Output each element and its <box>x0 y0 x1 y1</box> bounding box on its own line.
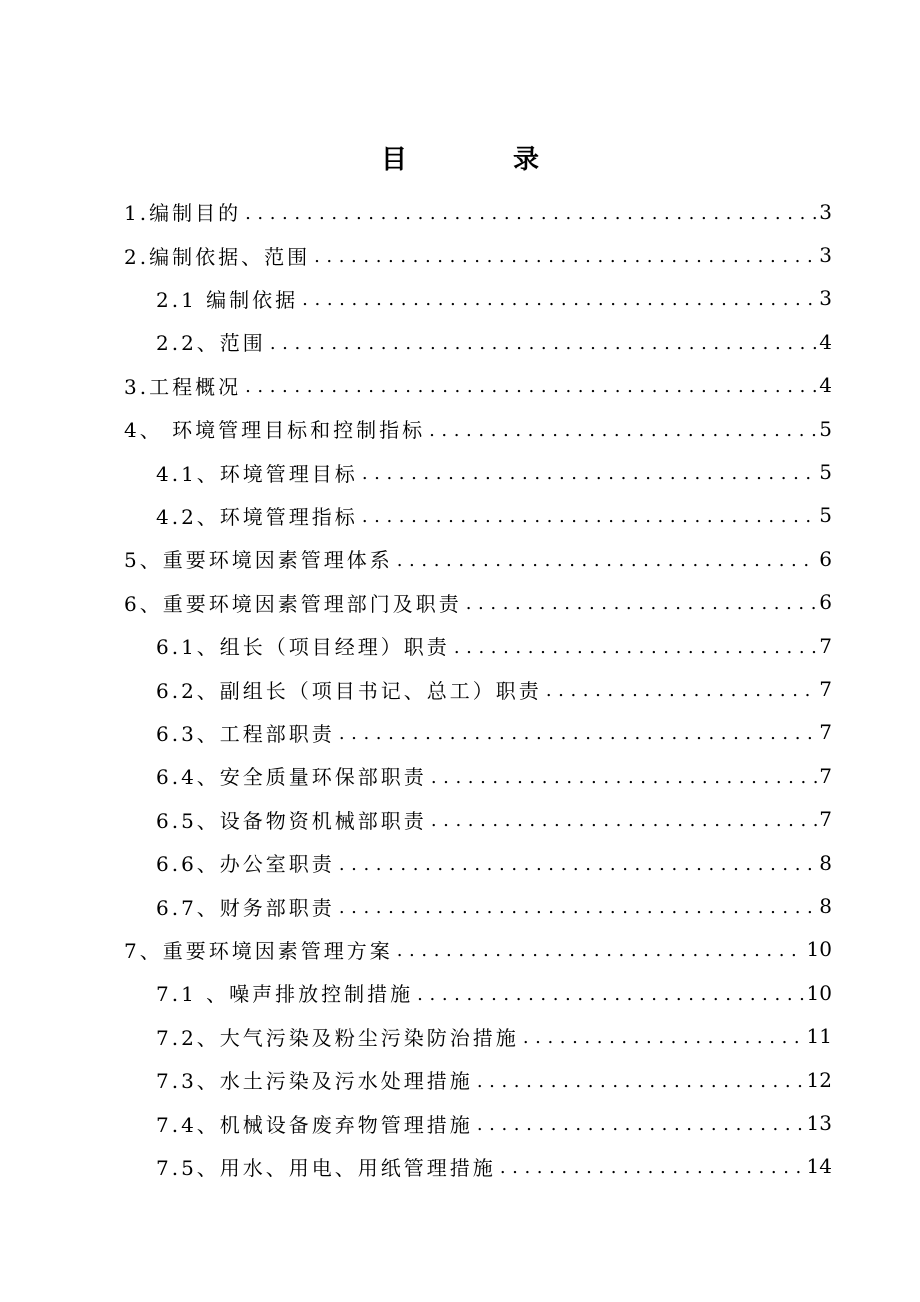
toc-dot-leader <box>270 331 817 353</box>
toc-entry-label: 7.3、水土污染及污水处理措施 <box>156 1069 473 1094</box>
toc-entry-page-number: 10 <box>806 980 832 1005</box>
toc-entry-page-number: 11 <box>806 1024 832 1049</box>
toc-entry-label: 6.2、副组长（项目书记、总工）职责 <box>156 678 542 703</box>
page-title: 目 录 <box>380 145 579 175</box>
toc-entry[interactable] <box>156 320 832 363</box>
toc-entry-page-number: 12 <box>806 1067 832 1092</box>
toc-entry-page-number: 3 <box>819 199 832 224</box>
toc-dot-leader <box>362 461 817 483</box>
toc-entry-page-number: 13 <box>806 1111 832 1136</box>
toc-entry-page-number: 8 <box>819 894 832 919</box>
toc-entry-label: 6.5、设备物资机械部职责 <box>156 808 427 833</box>
toc-entry-page-number: 6 <box>819 546 832 571</box>
toc-dot-leader <box>454 635 817 657</box>
toc-dot-leader <box>523 1025 805 1047</box>
toc-entry[interactable] <box>156 971 832 1014</box>
toc-entry-label: 7.2、大气污染及粉尘污染防治措施 <box>156 1025 519 1050</box>
toc-entry-label: 7、重要环境因素管理方案 <box>124 938 393 963</box>
toc-dot-leader <box>245 201 817 223</box>
toc-dot-leader <box>302 287 817 309</box>
toc-entry[interactable] <box>124 407 832 450</box>
toc-entry-page-number: 5 <box>819 416 832 441</box>
toc-dot-leader <box>397 938 805 960</box>
toc-dot-leader <box>362 504 817 526</box>
toc-entry-label: 7.1 、噪声排放控制措施 <box>156 982 414 1007</box>
toc-dot-leader <box>429 418 817 440</box>
toc-entry-page-number: 7 <box>819 677 832 702</box>
toc-entry-label: 6.7、财务部职责 <box>156 895 335 920</box>
toc-entry-label: 6.4、安全质量环保部职责 <box>156 765 427 790</box>
toc-entry-label: 3.工程概况 <box>124 374 242 399</box>
toc-entry-page-number: 7 <box>819 763 832 788</box>
toc-entry-page-number: 4 <box>819 373 832 398</box>
toc-entry-label: 2.编制依据、范围 <box>124 244 311 269</box>
toc-entry[interactable] <box>156 798 832 841</box>
toc-entry-label: 2.1 编制依据 <box>156 287 299 312</box>
toc-entry-label: 6.3、工程部职责 <box>156 721 335 746</box>
toc-entry[interactable] <box>156 711 832 754</box>
toc-entry[interactable] <box>156 667 832 710</box>
toc-entry-label: 4.2、环境管理指标 <box>156 504 358 529</box>
toc-entry-label: 7.4、机械设备废弃物管理措施 <box>156 1112 473 1137</box>
toc-entry-page-number: 7 <box>819 807 832 832</box>
toc-dot-leader <box>431 765 817 787</box>
toc-entry-label: 7.5、用水、用电、用纸管理措施 <box>156 1155 496 1180</box>
toc-entry-page-number: 4 <box>819 329 832 354</box>
toc-entry[interactable] <box>156 494 832 537</box>
toc-entry[interactable] <box>156 277 832 320</box>
toc-dot-leader <box>339 895 817 917</box>
toc-entry-page-number: 3 <box>819 243 832 268</box>
toc-entry-page-number: 8 <box>819 850 832 875</box>
toc-entry-label: 6.1、组长（项目经理）职责 <box>156 635 450 660</box>
toc-entry[interactable] <box>156 1101 832 1144</box>
toc-dot-leader <box>417 982 804 1004</box>
toc-entry[interactable] <box>156 1058 832 1101</box>
toc-dot-leader <box>397 548 818 570</box>
toc-entry-label: 2.2、范围 <box>156 331 266 356</box>
toc-entry-page-number: 5 <box>819 503 832 528</box>
toc-entry-label: 4、 环境管理目标和控制指标 <box>124 418 426 443</box>
toc-entry-page-number: 10 <box>806 937 832 962</box>
toc-entry-label: 4.1、环境管理目标 <box>156 461 358 486</box>
toc-entry-page-number: 7 <box>819 633 832 658</box>
toc-entry[interactable] <box>156 1015 832 1058</box>
toc-entry[interactable] <box>124 537 832 580</box>
toc-entry-label: 6、重要环境因素管理部门及职责 <box>124 591 462 616</box>
toc-entry[interactable] <box>124 233 832 276</box>
toc-dot-leader <box>546 678 817 700</box>
toc-dot-leader <box>339 721 817 743</box>
toc-entry[interactable] <box>124 190 832 233</box>
toc-dot-leader <box>314 244 817 266</box>
toc-entry[interactable] <box>124 364 832 407</box>
toc-entry-label: 6.6、办公室职责 <box>156 852 335 877</box>
toc-dot-leader <box>477 1069 805 1091</box>
toc-entry-label: 5、重要环境因素管理体系 <box>124 548 393 573</box>
toc-dot-leader <box>477 1112 805 1134</box>
toc-entry[interactable] <box>156 884 832 927</box>
toc-entry[interactable] <box>156 450 832 493</box>
toc-dot-leader <box>500 1155 805 1177</box>
toc-entry-label: 1.编制目的 <box>124 201 242 226</box>
toc-entry[interactable] <box>156 1145 832 1188</box>
toc-entry-page-number: 14 <box>806 1154 832 1179</box>
toc-entry[interactable] <box>156 841 832 884</box>
toc-entry-page-number: 6 <box>819 590 832 615</box>
toc-entry[interactable] <box>124 928 832 971</box>
toc-entry[interactable] <box>124 581 832 624</box>
toc-entry[interactable] <box>156 624 832 667</box>
toc-dot-leader <box>339 852 817 874</box>
toc-entry[interactable] <box>156 754 832 797</box>
toc-dot-leader <box>245 374 817 396</box>
toc-dot-leader <box>466 591 818 613</box>
toc-entry-page-number: 5 <box>819 460 832 485</box>
toc-entry-page-number: 3 <box>819 286 832 311</box>
toc-dot-leader <box>431 808 817 830</box>
toc-entry-page-number: 7 <box>819 720 832 745</box>
